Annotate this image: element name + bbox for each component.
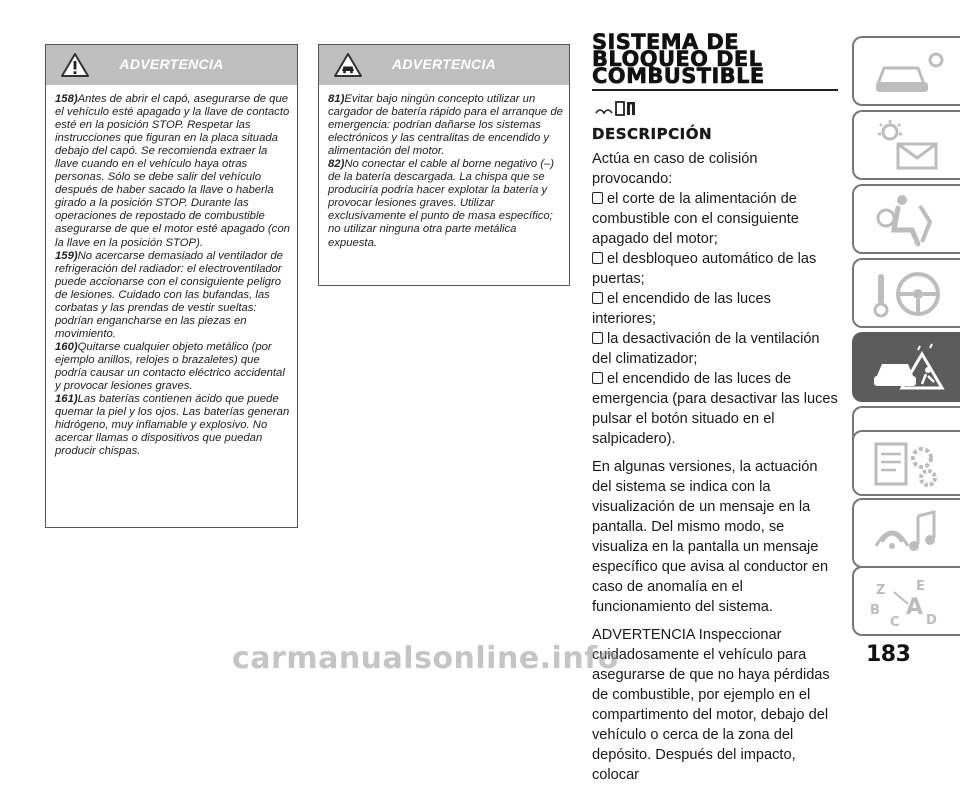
bullet-item [592,289,838,329]
bullet-text: el encendido de las luces de emergencia (para desactivar las luces pulsar el botón situado en el salpicadero). [592,371,838,447]
svg-text:Z: Z [876,583,886,598]
bullet-text: el encendido de las luces interiores; [592,291,771,327]
warning-header [319,45,569,85]
paragraph: En algunas versiones, la actuación del sistema se indica con la visualización de un mensaje en la pantalla. Del mismo modo, se visualiza en la pantalla un mensaje específico que avisa al conductor en caso de anomalía en el funcionamiento del sistema. [592,459,829,615]
section-divider [592,89,838,91]
paragraph: ADVERTENCIA Inspeccionar cuidadosamente el vehículo para asegurarse de que no haya pérdidas de combustible, por ejemplo en el compartimento del motor, debajo del vehículo o cerca de la zona del depósito. Después del impacto, colocar [592,627,830,783]
bullet-box-icon [592,252,603,264]
tab-specifications[interactable] [852,430,960,496]
section-title-line: SISTEMA DE [592,30,739,54]
warning-box-jump-start [318,44,570,286]
warning-title: ADVERTENCIA [391,56,497,72]
warning-item-text: Antes de abrir el capó, asegurarse de que el vehículo esté apagado y la llave de contacto esté en la posición STOP. Respetar las instrucciones que figuran en la placa situada debajo del capó. Se recomienda extraer la llave cuando en el vehículo haya otras personas. Sólo se debe salir del vehículo después de haber sacado la llave o haberla girado a la posición STOP. Durante las operaciones de repostado de combustible asegurarse de que el motor esté apagado (con la llave en la posición STOP). [55,93,290,249]
warning-item-number: 158) [55,93,78,105]
tab-index[interactable] [852,566,960,636]
tab-warning-lights[interactable] [852,110,960,180]
warning-item [55,93,293,250]
warning-item [328,93,565,158]
tab-safety[interactable] [852,184,960,254]
bullet-text: el corte de la alimentación de combustible con el consiguiente apagado del motor; [592,191,799,247]
warning-item-number: 81) [328,93,345,105]
warning-item-number: 159) [55,249,78,262]
warning-body [319,85,569,256]
warning-item-text: Las baterías contienen ácido que puede quemar la piel y los ojos. Las baterías generan hidrógeno, muy inflamable y explosivo. No acercar llamas o dispositivos que puedan producir chispas. [55,393,290,458]
warning-item-number: 160) [55,340,78,353]
bullet-text: el desbloqueo automático de las puertas; [592,251,817,287]
tab-starting-driving[interactable] [852,258,960,328]
bullet-item [592,329,838,369]
car-dashboard-icon [868,44,948,100]
specifications-gears-icon [868,438,948,494]
watermark: carmanualsonline.info [232,641,619,676]
svg-text:E: E [916,579,925,594]
tab-knowing-your-car[interactable] [852,36,960,106]
warning-item-text: No conectar el cable al borne negativo (–) de la batería descargada. La chispa que se produciría podría hacer explotar la batería y provocar lesiones graves. Utilizar exclusivamente el punto de masa específico; no utilizar ninguna otra parte metálica expuesta. [328,158,555,249]
key-steering-wheel-icon [868,266,948,322]
warning-item-text: No acercarse demasiado al ventilador de refrigeración del radiador: el electroventilador puede accionarse con el consiguiente peligro de lesiones. Cuidado con las bufandas, las corbatas y las prendas de vestir sueltas: podrían engancharse en las piezas en movimiento. [55,249,283,340]
warning-item-text: Evitar bajo ningún concepto utilizar un cargador de batería rápido para el arranque de emergencia: podrían dañarse los sistemas electrónicos y las centralitas de encendido y alimentación del motor. [328,93,563,158]
fuel-block-section [592,30,838,785]
tab-in-emergency[interactable] [852,332,960,402]
section-title-line: COMBUSTIBLE [592,64,765,88]
bullet-item [592,189,838,249]
airbag-seat-icon [868,192,948,248]
bullet-box-icon [592,292,603,304]
warning-header [46,45,297,85]
section-title [592,30,838,88]
subsection-title: DESCRIPCIÓN [592,125,713,143]
fuel-pump-icon [594,99,640,117]
warning-item [55,393,293,458]
warning-box-battery-safety [45,44,298,528]
multimedia-music-icon [868,506,948,562]
alphabetical-index-icon [868,574,948,630]
warning-item-text: Quitarse cualquier objeto metálico (por ejemplo anillos, relojes o brazaletes) que podría causar un contacto eléctrico accidental y provocar lesiones graves. [55,340,285,393]
warning-item [328,158,565,249]
bullet-item [592,249,838,289]
bullet-box-icon [592,372,603,384]
svg-text:B: B [870,603,880,618]
bullet-item [592,369,838,449]
svg-text:C: C [890,615,900,630]
car-emergency-icon [868,340,948,396]
warning-light-envelope-icon [868,118,948,174]
bullet-box-icon [592,192,603,204]
warning-body [46,85,297,464]
tab-multimedia[interactable] [852,498,960,568]
svg-text:D: D [926,613,937,628]
warning-item-number: 161) [55,393,78,406]
bullet-list [592,189,838,449]
warning-item [55,250,293,341]
section-title-line: BLOQUEO DEL [592,47,763,71]
page-number: 183 [866,642,911,667]
intro-text: Actúa en caso de colisión provocando: [592,151,758,187]
section-body [592,149,838,785]
warning-item-number: 82) [328,158,345,171]
warning-title: ADVERTENCIA [119,56,224,72]
svg-text:A: A [906,595,924,620]
bullet-text: la desactivación de la ventilación del climatizador; [592,331,820,367]
bullet-box-icon [592,332,603,344]
warning-item [55,341,293,393]
